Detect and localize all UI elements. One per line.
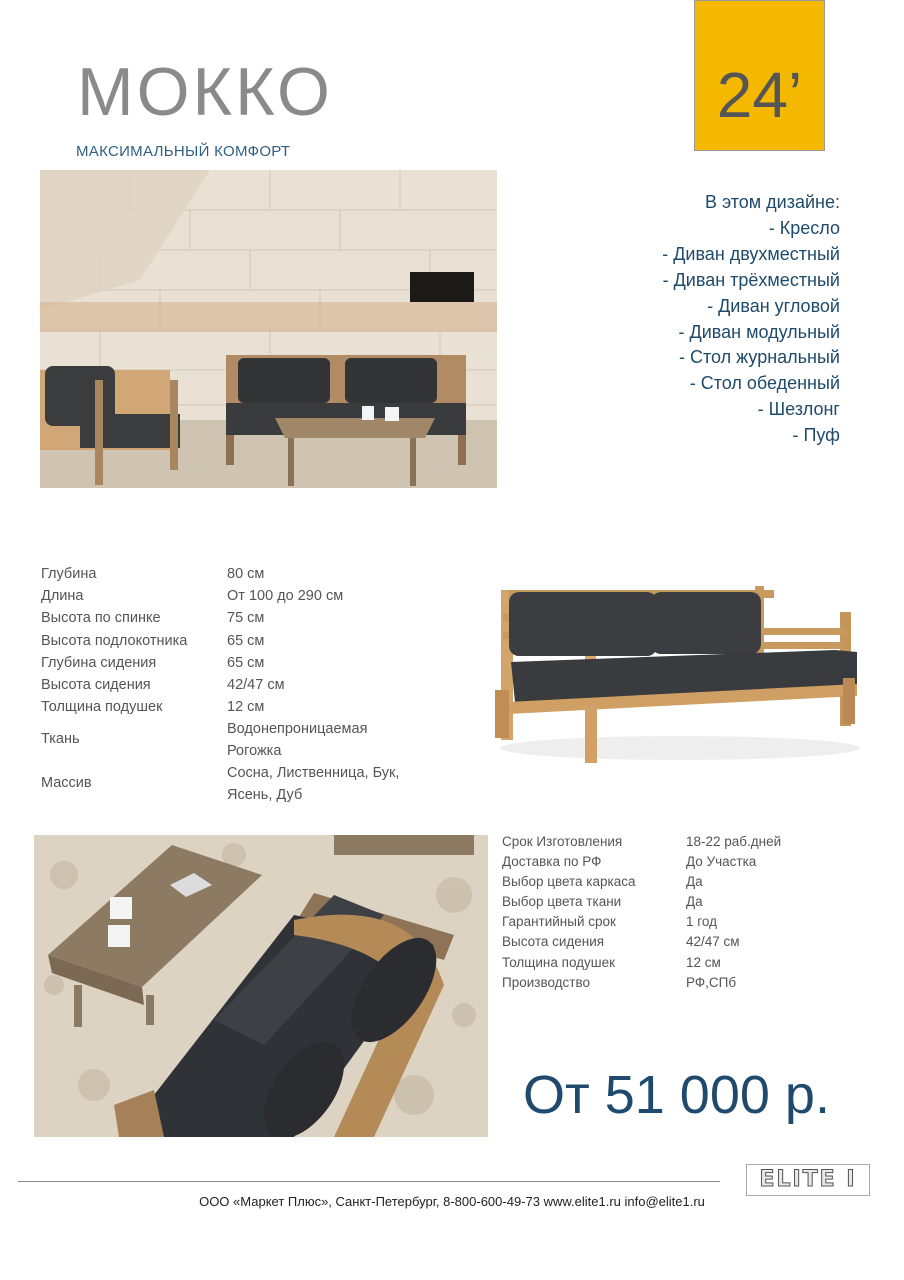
order-value: До Участка <box>686 854 757 870</box>
spec-value: Рогожка <box>227 743 282 760</box>
badge-label: 24’ <box>716 59 803 131</box>
spec-label: Высота подлокотника <box>41 632 188 649</box>
spec-label: Длина <box>41 588 84 605</box>
spec-label: Глубина сидения <box>41 654 157 671</box>
spec-value: От 100 до 290 см <box>227 588 344 605</box>
spec-value: 65 см <box>227 632 265 649</box>
photo-top-view <box>34 835 488 1137</box>
photo-outdoor-set <box>40 170 497 488</box>
order-label: Выбор цвета каркаса <box>502 874 636 890</box>
spec-label: Высота сидения <box>41 676 151 693</box>
price: От 51 000 р. <box>523 1065 830 1125</box>
warranty-badge <box>694 0 825 151</box>
spec-value: Ясень, Дуб <box>227 787 303 804</box>
design-item: - Диван угловой <box>707 295 840 316</box>
design-item: - Пуф <box>792 425 840 446</box>
spec-value: 80 см <box>227 566 265 582</box>
order-value: 12 см <box>686 954 721 970</box>
product-subtitle: МАКСИМАЛЬНЫЙ КОМФОРТ <box>76 143 291 160</box>
spec-value: Водонепроницаемая <box>227 721 368 738</box>
order-label: Высота сидения <box>502 934 605 950</box>
product-title: МОККО <box>77 54 333 130</box>
order-value: РФ,СПб <box>686 974 737 990</box>
design-heading: В этом дизайне: <box>704 192 840 212</box>
order-label: Выбор цвета ткани <box>502 894 622 910</box>
order-label: Производство <box>502 974 591 990</box>
design-item: - Стол обеденный <box>689 373 840 394</box>
order-value: 1 год <box>686 914 717 930</box>
spec-label: Массив <box>41 775 92 792</box>
spec-value: 12 см <box>227 699 265 716</box>
order-label: Срок Изготовления <box>502 834 623 849</box>
spec-value: 75 см <box>227 610 265 627</box>
footer-contacts: ООО «Маркет Плюс», Санкт-Петербург, 8-800-600-49-73 www.elite1.ru info@elite1.ru <box>199 1194 705 1209</box>
order-label: Гарантийный срок <box>502 914 616 930</box>
design-item: - Кресло <box>768 217 840 238</box>
order-value: Да <box>686 874 703 890</box>
spec-value: Сосна, Лиственница, Бук, <box>227 765 400 782</box>
design-item: - Стол журнальный <box>679 347 840 368</box>
spec-label: Высота по спинке <box>41 610 161 627</box>
brand-logo: ELITE I <box>746 1164 870 1196</box>
design-list <box>662 190 840 449</box>
spec-label: Ткань <box>41 731 80 748</box>
spec-label: Глубина <box>41 566 97 582</box>
spec-label: Толщина подушек <box>41 699 163 716</box>
footer-divider <box>18 1181 720 1182</box>
design-item: - Диван трёхместный <box>662 269 840 290</box>
spec-value: 65 см <box>227 654 265 671</box>
order-value: 18-22 раб.дней <box>686 834 782 849</box>
design-item: - Шезлонг <box>757 399 840 420</box>
design-item: - Диван модульный <box>678 321 840 342</box>
order-value: 42/47 см <box>686 934 740 950</box>
order-label: Толщина подушек <box>502 954 616 970</box>
spec-value: 42/47 см <box>227 676 285 693</box>
order-label: Доставка по РФ <box>502 854 602 870</box>
design-item: - Диван двухместный <box>662 243 840 264</box>
order-value: Да <box>686 894 703 910</box>
photo-sofa-product <box>485 580 870 765</box>
